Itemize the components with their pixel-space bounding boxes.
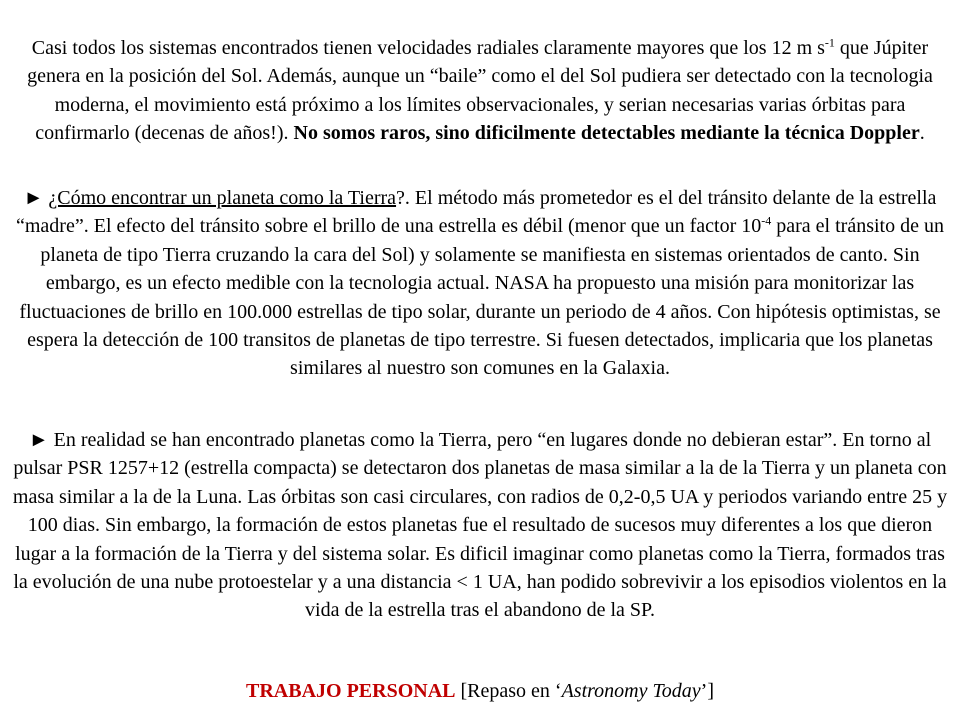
- footer-label: TRABAJO PERSONAL: [246, 680, 456, 702]
- bullet-arrow-icon: ►: [23, 187, 44, 209]
- paragraph-doppler: [12, 34, 948, 148]
- p1-text-a: Casi todos los sistemas encontrados tienen velocidades radiales claramente mayores que los 12 m s: [31, 37, 825, 59]
- p1-text-b: que Júpiter genera en la posición del Sol. Además, aunque un “baile” como el del Sol pudiera ser detectado con la tecnologia moderna, el movimiento está próximo a los límites observacionales, y serian necesarias varias órbitas para confirmarlo (decenas de años!).: [27, 37, 933, 145]
- p1-superscript: -1: [824, 35, 835, 50]
- p2-text-b: para el tránsito de un planeta de tipo Tierra cruzando la cara del Sol) y solamente se manifiesta en sistemas orientados de canto. Sin embargo, es un efecto medible con la tecnologia actual. NASA ha propuesto una misión para monitorizar las fluctuaciones de brillo en 100.000 estrellas de tipo solar, durante un periodo de 4 años. Con hipótesis optimistas, se espera la detección de 100 transitos de planetas de tipo terrestre. Si fuesen detectados, implicaria que los planetas similares al nuestro son comunes en la Galaxia.: [19, 215, 944, 380]
- p2-link[interactable]: ¿Cómo encontrar un planeta como la Tierra: [48, 187, 397, 209]
- p3-text: En realidad se han encontrado planetas como la Tierra, pero “en lugares donde no debieran estar”. En torno al pulsar PSR 1257+12 (estrella compacta) se detectaron dos planetas de masa similar a la de la Tierra y un planeta con masa similar a la de la Luna. Las órbitas son casi circulares, con radios de 0,2-0,5 UA y periodos variando entre 25 y 100 dias. Sin embargo, la formación de estos planetas fue el resultado de sucesos muy diferentes a los que dieron lugar a la formación de la Tierra y del sistema solar. Es dificil imaginar como planetas como la Tierra, formados tras la evolución de una nube protoestelar y a una distancia < 1 UA, han podido sobrevivir a los episodios violentos en la vida de la estrella tras el abandono de la SP.: [12, 429, 948, 622]
- p2-superscript: -4: [761, 213, 772, 228]
- paragraph-transit: [12, 184, 948, 383]
- bullet-arrow-icon: ►: [28, 429, 49, 451]
- footer-italic-title: Astronomy Today: [561, 680, 701, 702]
- p1-bold-conclusion: No somos raros, sino dificilmente detectables mediante la técnica Doppler: [293, 122, 920, 145]
- footer-text-a: [Repaso en ‘: [455, 680, 562, 702]
- p1-text-c: .: [919, 122, 925, 145]
- paragraph-pulsar: [12, 426, 948, 625]
- footer: [12, 677, 948, 705]
- footer-text-b: ’]: [700, 680, 714, 702]
- p2-text-a: ?. El método más prometedor es el del tránsito delante de la estrella “madre”. El efecto del tránsito sobre el brillo de una estrella es débil (menor que un factor 10: [16, 187, 937, 238]
